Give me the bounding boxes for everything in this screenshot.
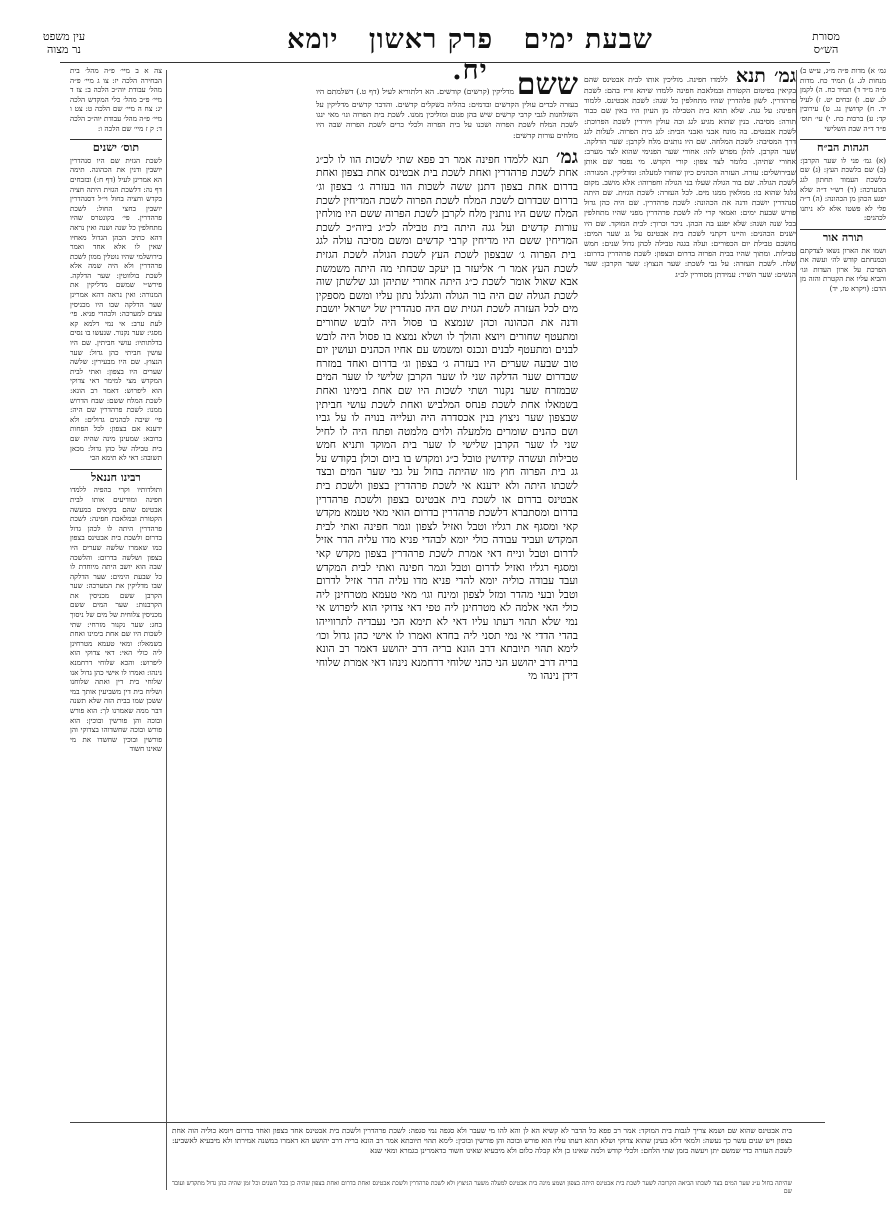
title-daf: יח. xyxy=(452,55,488,86)
gemara-paragraph-2: לשכת העץ אמר ר׳ אליעזר בן יעקב שכחתי מה היתה משמשת אבא שאול אומר לשכת כ״ג היתה אחורי שתיהן וגג שלשתן שוה לשכת הגולה שם היה בור הגולה והגלגל נתון עליו ומשם מספקין מים לכל העזרה לשכת הגזית שם היה סנהדרין של ישראל יושבת ודנה את הכהונה וכהן שנמצא בו פסול היה לובש שחורים ומתעטף שחורים ויוצא והולך לו ושלא נמצא בו פסול היה לובש לבנים ומתעטף לבנים ונכנס ומשמש עם אחיו הכהנים ועושין יום טוב xyxy=(316,262,578,370)
mishnah-text: מדליקין (קרשים) קודשים. הא דלתוריא לעיל (דף ט.) דשלמתם היו בעזרה לבדים עולין הקדשים ובדמים: בהליה בשקלים קדשים. והדבר קדשים מדליקין על השולחנות לגבי קרבי קרשים שיש בהן פגום ומוליכין ממנו. לשכת בית הפרוה ונו׳ מאי ינגו לשכת המלח לשכת הפרוה ושכנו על בית הפרוה ולכלי כרים לשכת הפרוה שבה היו מולחים עורות קדשים: xyxy=(316,87,578,140)
separator-right xyxy=(796,70,797,480)
gemara-paragraph-4: ולא ידענא אי לשכת פרהדרין בצפון ולשכת בית אבטינס בדרום או לשכת בית אבטינס בצפון ולשכת פרהדרין בדרום ומסתברא דלשכת פרהדרין בדרום הואי מאי טעמא מקדש קאי ומסגף את רגליו וטבל ואזיל לצפון וגמר חפינה ואתי לבית המקדש ועביד עבודה כולי יומא לבהדי פניא מדו עליה הדר אזיל לדרום וטבל ונייח דאי אמרת לשכת פרהדרין בצפון מקדש קאי ומסגף רגליו ואזיל לדרום וטבל וגמר חפינה ואתי לבית המקדש ועבד עבודה כוליה יומא להדי פניא מדו עליה הדר אזיל לדרום וטבל ובעי מהדר ומזל לצפון ומינח וגו׳ מאי טעמא מטרחינן ליה כולי האי אלמה לא מטרחינן ליה טפי דאי צדוקי הוא ליפרוש אי נמי שלא תהוי דעתו עליו דאי לא תימא הכי נעבדיה לתרווייהו בהדי הדדי אי נמי תסני ליה בחדא ואמרו לו אישי כהן גדול וכו׳ לימא תהוי תיובתא דרב הונא בריה דרב יהושע דאמר רב הונא בריה דרב יהושע הני כהני שלוחי דרחמנא נינהו דאי אמרת שלוחי דידן נינהו מי xyxy=(316,480,578,683)
mishnah-opener: ששם xyxy=(516,70,578,102)
torah-or-text: ושמו את הארון נשאו לצדקתם ובמנחתם קודש לה׳ ועשה את הפרכת על ארון העדות וגו׳ והביא עליו את הקטרת והזה מן הדם: (ויקרא טז, יד) xyxy=(800,245,886,293)
gemara-text xyxy=(316,147,578,684)
title-chapter: פרק ראשון xyxy=(358,24,494,55)
ein-mishpat-header: עין משפט נר מצוה xyxy=(42,30,86,56)
right-margin xyxy=(800,66,886,476)
mishnah-block xyxy=(316,70,578,141)
left-margin xyxy=(70,66,162,1176)
bottom-rule xyxy=(70,1122,825,1123)
gemara-column xyxy=(316,70,578,1115)
title-tractate: שבעת ימים xyxy=(513,24,653,55)
gemara-paragraph-1: תנא ללמדו חפינה אמר רב פפא שתי לשכות הוו לו לכ״ג אחת לשכת פרהדרין ואחת לשכת בית אבטינס אחת בצפון ואחת בדרום אחת בצפון דתנן ששה לשכות הוו בעזרה ג׳ בצפון וג׳ בדרום שבדרום לשכת המלח לשכת הפרוה לשכת המדיחין לשכת המלח ששם היו נותנין מלח לקרבן לשכת הפרוה ששם היו מולחין עורות קדשים ועל גגה היתה בית טבילה לכ״ג ביוה״כ לשכת המדיחין ששם היו מדיחין קרבי קדשים ומשם מסיבה עולה לגג בית הפרוה ג׳ שבצפון לשכת העץ לשכת הגולה לשכת הגזית xyxy=(316,153,578,261)
ein-mishpat-text: צה א ב מיי׳ פ״ה מהל׳ בית הבחירה הלכה יז: צו ג מיי׳ פ״ה מהל׳ עבודת יוה״כ הלכה ב: צז ד מיי׳ פ״ב מהל׳ כלי המקדש הלכה יג: צח ה מיי׳ שם הלכה ט: צט ו מיי׳ פ״ה מהל׳ עבודת יוה״כ הלכה ד: ק ז מיי׳ שם הלכה ו: xyxy=(70,66,162,133)
rashi-column xyxy=(584,66,796,1136)
header-rule xyxy=(60,62,830,63)
rabbenu-text: ותולדותיו וקרי בהפיה ללמדו חפינה ומודיעים אותו לבית אבטינס שהם בקיאים במעשה הקטורת ובמלאכת חפינה: לשכת פרהדרין היתה לו לכהן גדול בדרום ולשכת בית אבטינס בצפון כמו שאמרו שלשה שערים היו בצפון ושלשה בדרום: והלשכה שבה הוא יושב היתה מיוחדת לו כל שבעת הימים: שער הדלקה שבו מדליקין את המערכה: שער הקרבן ששם מכניסין את הקרבנות: שער המים ששם מכניסין צלוחית של מים של ניסוך בחג: שער נקנור מזרחי: שתי לשכות היו שם אחת בימינו ואחת בשמאלו: ומאי טעמא מטרחינן ליה כולי האי: דאי צדוקי הוא ליפרוש: והכא שלוחי דרחמנא נינהו: ואמרו לו אישי כהן גדול אנו שלוחי בית דין ואתה שלוחנו ושליח בית דין משביעין אותך במי ששכן שמו בבית הזה שלא תשנה דבר ממה שאמרנו לך: הוא פורש ובוכה והן פורשין ובוכין: הוא פורש ובוכה שחשדוהו בצדוקי והן פורשין ובוכין שחשדו את מי שאינו חשוד xyxy=(70,485,162,754)
gemara-opener: גמ׳ xyxy=(548,145,578,168)
separator-left xyxy=(166,70,167,1190)
hagahot-text: (א) גמ׳ פני לו שער הקרבן: (ב) שם בלשכת העץ: (ג) שם בלשכת העמוד תחתון לגג המערכה: (ד) רש״י ד״ה שלא יפגע הכהן מן הכהונה: (ה) ד״ה פלי לא פשטו אלא לא ניתנו לכהנים: xyxy=(800,155,886,223)
tosafot-yeshanim-text: לשכת הגזית שם היו סנהדרין יושבין ודנין את הכהונה. תימה הא אמרינן לעיל (דף ח:) ובזבחים דף נה: דלשכת הגזית היתה חציה בקדש וחציה בחול וי״ל דסנהדרין יושבין בחצי החול: לשכת פרהדרין. פי׳ בקונטרס שהיו מתחלפין כל שנה ושנה ואין נראה דהא כתיב הכהן הגדול מאחיו שאין לו אלא אחד ואמר בירושלמי שהיו נוטלין ממון לשכת פרהדרין ולא היה שמה אלא לשכת בולווטין: שער הדלקה. פירש״י שמשם מדליקין את המנורה: ואין נראה דהא אמרינן שער הדלקה שבו היו מכניסין עצים למערכה: ולבהדי פניא. פי׳ לעת ערב: אי נמי דלמא קא מסגי: שער נקנור. שנעשו בו נסים בדלתותיו: עושי חביתין. שם היו עושין חביתי כהן גדול: שער הנצוץ. שם היו מבעירין: שלשה שערים היו בצפון: ואתי לבית המקדש מצי למימר דאי צדוקי הוא ליפרוש: דאמר רב הונא: לשכת המלח ששם: שבח הדרוש ממנו: לשכת פרהדרין שם היה: פי׳ שיבה לכהנים גדולים: ולא ידענא אם בצפון: לכל הפחות ברובא: שמעינן מינה שהיה שם בית טבילה של כהן גדול: מכאן תשובה: דאי לא תימא הכי xyxy=(70,155,162,463)
gemara-paragraph-3: שבעה שערים היו בעזרה ג׳ בצפון וג׳ בדרום ואחד במזרח שבדרום שער הדלקה שני לו שער הקרבן שלישי לו שער המים שבמזרח שער נקנור ושתי לשכות היו שם אחת בימינו ואחת בשמאלו אחת לשכת פנחס המלביש ואחת לשכת עושי חביתין שבצפון שער ניצוץ בנין אכסדרה היה ועלייה בנויה לו על גביו ושם כהנים שומרים מלמעלה ולוים מלמטה ופתח היה לו לחיל שני לו שער הקרבן שלישי לו שער בית המוקד ותניא חמש טבילות ועשרה קידושין טובל כ״ג ומקדש בו ביום וכולן בקודש על גג בית הפרוה חוץ מזו שהיתה בחול על גבי שער המים ובצד לשכתו היתה xyxy=(316,357,578,493)
rashi-text: ללמדו חפינה. מוליכין אותו לבית אבטינס שהם בקיאין בפיטום הקטורת ובמלאכת חפינה ללמדו שיהא זריז בהם: לשכת פרהדרין. לשון פלהדרין שהיו מתחלפין כל שנה: לשכת אבטינס. ללמוד חפינה: על גגה. שלא תהא בית הטבילה מן העיון היו באין שם כבוד תורה: מסיבה. בנין שהוא מגיע לגג ובה עולין ויורדין לשכת הפרוכת: לשכת אבנטים. בה מונח אבני ואבני הבית: לגג בית הפרוה. לעלות לגג דרך המסיבה: לשכת המלחה. שם היו נותנים מלח לקרבן: שער הדלקה. שער הקרבן. להלן מפרש להו: אחורי שער הפנימי שהוא לצד מערב: אחורי שתיהן. כלומר לצד צפון: קורי הקדש. מי נפסד שם אותן שבירושלים: עזרה. העזרה הכהנים כיון שחזרו למעלה: ומדליקין. המנורה: לשכת הגולה. שם בור הגולה שעלו בני הגולה וחפרוהו: אלא מושב. מקום גלגל שהוא בו: ממלאין ממנו מים. לכל העזרה: לשכת הגזית. שם היתה סנהדרין יושבת ודנה את הכהונה: לשכת פרהדרין. שם היה כהן גדול פורש שבעת ימים: ואמאי קרי לה לשכת פרהדרין מפני שהיו מתחלפין בכל שנה ושנה: שלא יפגע בה הכהן. ניכר וכרוך: לבית המוקד. שם היו ישנים הכהנים: והיינו דקתני לשכת בית אבטינס על גג שער המים: מושבם טבילת יום הכפורים: ועלה בגגה טבילה לכהן גדול שנים: חמש טבילות. ומתוך שהיו בבית הפרוה בדרום ובצפון: לשכת פרהדרין בדרום: שלח. לשכת העזרה: על גבי לשכת: שער הנצוץ: שער הקרבן: שער הנשים: שער השיר: עמידתן מסודרין לכ״ג xyxy=(584,75,796,279)
rashi-opener: גמ׳ תנא xyxy=(727,66,796,87)
title-masechet: יומא xyxy=(287,24,339,55)
rabbenu-heading: רבינו חננאל xyxy=(70,469,162,483)
tosafot-yeshanim-heading: תוס׳ ישנים xyxy=(70,139,162,153)
torah-or-heading: תורה אור xyxy=(800,229,886,243)
masoret-text: גמ׳ א) מדות פ״ה מ״ג, ע״ש ב) מנחות לג. ג) תמיד כח. מדות פ״ה מ״ד ד) תמיד כח. ה) לקמן לג. שם. ו) זבחים יט. ז) לעיל יד. ח) קדושין נג. ט) עירובין קד: ע) ברכות כח. י) עי׳ תוס׳ פ״ד ד״ה שבת השלישי xyxy=(800,66,886,133)
bottom-commentary: בית אבטינס שהוא שם ושמא צריך לגבות בית המוקד: אמר רב פפא כל הדבר לא קשיא הא לן והא להו מי שעבר ולא סגפה נמי סגפה: לשכת פרהדרין ולשכת בית אבטינס אחד בצפון ואחד בדרום ויומא כוליה הוה אחת בצפון ויש שנים עשר כך נעשה: ולמאי דלא בעינן שהוא צדוקי ושלא תהא דעתו עליו הוא פורש ובוכה והן פורשין ובוכין: לימא תהוי תיובתא אמר רב הונא בריה דרב יהושע הא דאמרו במשנה אמירתו ולא מיבעיא לאשביע: לשכת העזרה כדי שמשם יתן ויעשה בזמן שתי הלחם: ולכלי קודש ולמה שאינו כן ולא קבלה כלום ולא מיבעיא שאינו חשוד כדאמרינן בגמרא ומאי שנא xyxy=(172,1126,792,1155)
hagahot-heading: הגהות הב״ח xyxy=(800,139,886,153)
bottom-footnote: שהיתה בחול ע״ג שער המים בצד לשכתו הביאה הקרובה לשער לשכת בית אבטינס היתה בצפון ושמע מינה בית אבטינס למעלה משער הניצוץ ולא לשכת פרהדרין ולשכת אבטינס ואחת בדרום ואחת בצפון שהיה כן בכל השנים וכל זמן שהיה כהן גדול מתקדש ועובד שם xyxy=(172,1180,792,1195)
masoret-header: מסורת הש״ס xyxy=(812,30,840,56)
